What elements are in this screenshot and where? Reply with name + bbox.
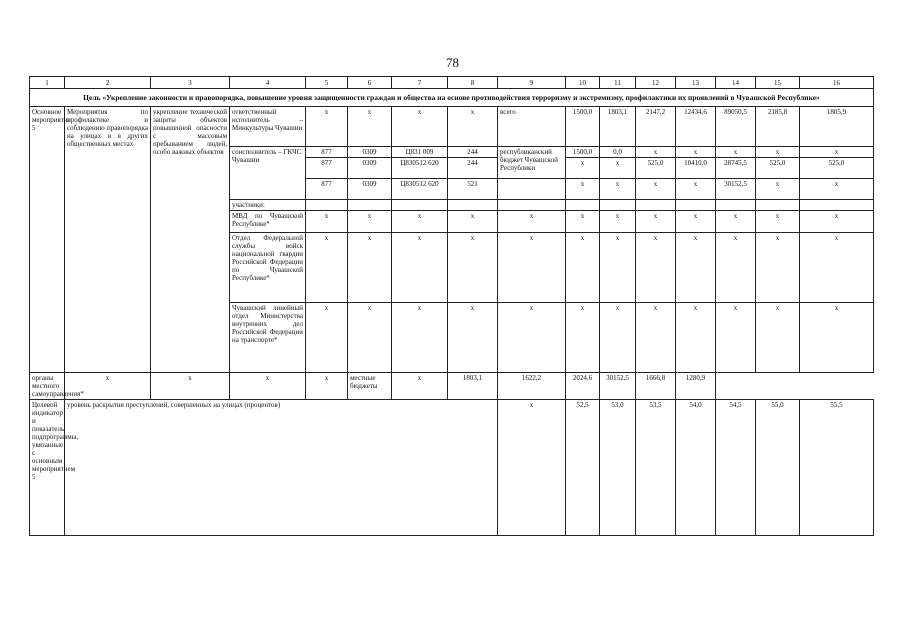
cell: x <box>716 147 756 158</box>
header-cell: 1 <box>30 77 65 89</box>
header-row <box>30 77 874 89</box>
header-cell: 15 <box>756 77 800 89</box>
cell: 1500,0 <box>566 147 600 158</box>
cell: x <box>676 179 716 200</box>
cell: Ц830512 620 <box>392 179 448 200</box>
header-cell: 4 <box>230 77 306 89</box>
cell: x <box>636 233 676 303</box>
cell: 877 <box>306 179 348 200</box>
cell: x <box>636 179 676 200</box>
cell <box>498 200 566 211</box>
cell: 28745,5 <box>716 158 756 179</box>
cell: 1280,9 <box>676 373 716 400</box>
cell: 1666,8 <box>636 373 676 400</box>
cell: x <box>566 179 600 200</box>
cell: 0309 <box>348 179 392 200</box>
cell: x <box>756 233 800 303</box>
table-row <box>30 373 874 400</box>
cell: 525,0 <box>800 158 874 179</box>
indicator-label: Целевой индикатор и показатель подпрограммы, увязанные с основным мероприятием 5 <box>30 400 65 536</box>
funding-source-empty <box>498 179 566 200</box>
funding-source: местные бюджеты <box>348 373 392 400</box>
event-name: Мероприятия по профилактике и соблюдению правопорядка на улицах и в других общественных местах <box>65 107 151 373</box>
cell: x <box>676 211 716 233</box>
funding-source: всего <box>498 107 566 147</box>
table-row <box>30 107 874 147</box>
cell: 53,0 <box>600 400 636 536</box>
cell: x <box>600 211 636 233</box>
cell: 1805,9 <box>800 107 874 147</box>
cell: x <box>392 233 448 303</box>
cell: x <box>306 233 348 303</box>
header-cell: 3 <box>151 77 230 89</box>
header-cell: 12 <box>636 77 676 89</box>
cell: x <box>756 303 800 373</box>
cell: x <box>600 158 636 179</box>
cell: x <box>800 233 874 303</box>
cell: x <box>392 373 448 400</box>
cell: 12434,6 <box>676 107 716 147</box>
cell: x <box>230 373 306 400</box>
cell: x <box>306 303 348 373</box>
cell: x <box>600 179 636 200</box>
cell: 1500,0 <box>566 107 600 147</box>
header-cell: 6 <box>348 77 392 89</box>
participant-mvd: МВД по Чувашской Республике* <box>230 211 306 233</box>
cell: 54,5 <box>716 400 756 536</box>
goal-text: Цель «Укрепление законности и правопорядка, повышение уровня защищенности граждан и общества на основе противодействия терроризму и экстремизму, профилактики их проявлений в Чувашской Республике» <box>30 89 874 107</box>
funding-source: республиканский бюджет Чувашской Республики <box>498 147 566 179</box>
cell <box>566 200 600 211</box>
cell: x <box>498 303 566 373</box>
indicator-row <box>30 400 874 536</box>
cell: x <box>498 233 566 303</box>
cell: x <box>306 107 348 147</box>
cell: 244 <box>448 158 498 179</box>
page-number: 78 <box>446 55 459 70</box>
header-cell: 7 <box>392 77 448 89</box>
cell: 10410,0 <box>676 158 716 179</box>
cell <box>392 200 448 211</box>
header-cell: 16 <box>800 77 874 89</box>
cell: 2147,2 <box>636 107 676 147</box>
participant-rosgvardia: Отдел Федеральной службы войск национальной гвардии Российской Федерации по Чувашской Республике* <box>230 233 306 303</box>
cell: 0309 <box>348 147 392 158</box>
cell: 525,0 <box>636 158 676 179</box>
cell: 877 <box>306 147 348 158</box>
cell: x <box>306 211 348 233</box>
cell: 53,5 <box>636 400 676 536</box>
cell <box>348 200 392 211</box>
cell: x <box>348 303 392 373</box>
cell: 89050,5 <box>716 107 756 147</box>
cell: x <box>566 233 600 303</box>
cell: 0309 <box>348 158 392 179</box>
participant-local-government: органы местного самоуправления* <box>30 373 65 400</box>
cell: 1803,1 <box>448 373 498 400</box>
cell: x <box>716 233 756 303</box>
cell: x <box>800 179 874 200</box>
cell: x <box>756 147 800 158</box>
cell <box>756 200 800 211</box>
cell: 30152,5 <box>716 179 756 200</box>
cell: x <box>448 211 498 233</box>
event-type: Основное мероприятие 5 <box>30 107 65 373</box>
indicator-text: уровень раскрытия преступлений, совершенных на улицах (процентов) <box>65 400 498 536</box>
cell: 525,0 <box>756 158 800 179</box>
cell: x <box>800 211 874 233</box>
event-description: укрепление технической защиты объектов повышенной опасности с массовым пребыванием людей, особо важных объектов <box>151 107 230 373</box>
cell: x <box>566 158 600 179</box>
header-cell: 13 <box>676 77 716 89</box>
cell: 1803,1 <box>600 107 636 147</box>
cell <box>306 200 348 211</box>
participant-transport-police: Чувашский линейный отдел Министерства внутренних дел Российской Федерации на транспорте* <box>230 303 306 373</box>
cell: x <box>566 211 600 233</box>
cell: 30152,5 <box>600 373 636 400</box>
cell: x <box>566 303 600 373</box>
cell: 1622,2 <box>498 373 566 400</box>
cell: x <box>676 303 716 373</box>
cell: x <box>600 303 636 373</box>
cell: x <box>636 303 676 373</box>
cell <box>636 200 676 211</box>
cell: x <box>498 400 566 536</box>
cell: x <box>600 233 636 303</box>
header-cell: 8 <box>448 77 498 89</box>
program-table <box>29 76 874 536</box>
cell: 521 <box>448 179 498 200</box>
cell: x <box>448 303 498 373</box>
cell: 52,5 <box>566 400 600 536</box>
cell: x <box>392 303 448 373</box>
header-cell: 5 <box>306 77 348 89</box>
cell: 0,0 <box>600 147 636 158</box>
cell: x <box>636 147 676 158</box>
cell <box>448 200 498 211</box>
cell: x <box>756 179 800 200</box>
cell: x <box>498 211 566 233</box>
cell: x <box>348 233 392 303</box>
header-cell: 2 <box>65 77 151 89</box>
header-cell: 10 <box>566 77 600 89</box>
cell: 2185,8 <box>756 107 800 147</box>
cell: Ц831 009 <box>392 147 448 158</box>
cell <box>800 200 874 211</box>
cell <box>600 200 636 211</box>
header-cell: 11 <box>600 77 636 89</box>
coexecutor: соисполнитель – ГКЧС Чувашии <box>230 147 306 200</box>
cell: x <box>392 107 448 147</box>
cell: 2024,6 <box>566 373 600 400</box>
cell: 244 <box>448 147 498 158</box>
cell <box>716 200 756 211</box>
executor: ответственный исполнитель – Минкультуры Чувашии <box>230 107 306 147</box>
cell: x <box>448 107 498 147</box>
cell: x <box>800 303 874 373</box>
cell: x <box>306 373 348 400</box>
cell <box>676 200 716 211</box>
cell: 877 <box>306 158 348 179</box>
cell: x <box>800 147 874 158</box>
header-cell: 14 <box>716 77 756 89</box>
cell: x <box>636 211 676 233</box>
cell: x <box>676 147 716 158</box>
cell: x <box>676 233 716 303</box>
cell: x <box>392 211 448 233</box>
cell: 55,5 <box>800 400 874 536</box>
cell: x <box>448 233 498 303</box>
goal-row <box>30 89 874 107</box>
cell: x <box>65 373 151 400</box>
cell: 54,0 <box>676 400 716 536</box>
cell: x <box>348 107 392 147</box>
cell: x <box>716 303 756 373</box>
cell: x <box>151 373 230 400</box>
cell: Ц830512 620 <box>392 158 448 179</box>
cell: x <box>756 211 800 233</box>
cell: 55,0 <box>756 400 800 536</box>
cell: x <box>348 211 392 233</box>
participants-label: участники: <box>230 200 306 211</box>
cell: x <box>716 211 756 233</box>
header-cell: 9 <box>498 77 566 89</box>
